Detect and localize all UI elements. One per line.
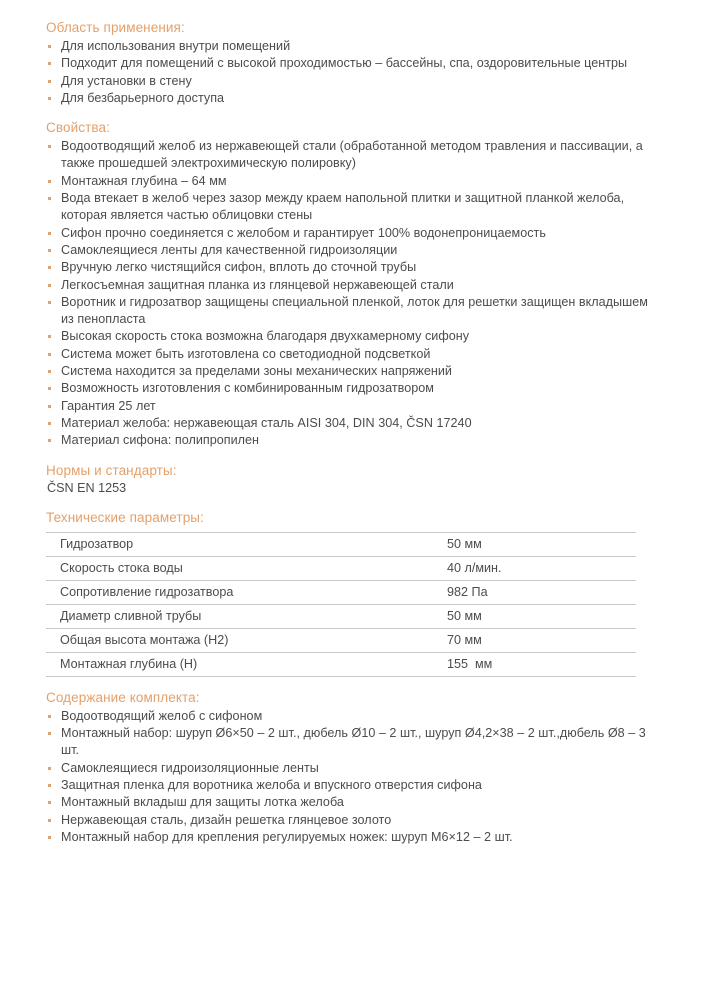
- list-item: Монтажная глубина – 64 мм: [46, 173, 660, 190]
- list-item: Высокая скорость стока возможна благодаря двухкамерному сифону: [46, 328, 660, 345]
- param-value: 982 Па: [445, 580, 636, 604]
- param-name: Общая высота монтажа (H2): [46, 628, 445, 652]
- list-item: Материал сифона: полипропилен: [46, 432, 660, 449]
- standards-value: ČSN EN 1253: [47, 480, 127, 495]
- list-item: Водоотводящий желоб из нержавеющей стали (обработанной методом травления и пассивации, а также прошедшей электрохимическую полировку): [46, 138, 660, 173]
- list-item: Самоклеящиеся гидроизоляционные ленты: [46, 760, 660, 777]
- section-heading-technical-parameters: Технические параметры:: [46, 509, 204, 525]
- list-item: Монтажный набор: шуруп Ø6×50 – 2 шт., дюбель Ø10 – 2 шт., шуруп Ø4,2×38 – 2 шт.,дюбель Ø8 – 3 шт.: [46, 725, 660, 760]
- param-value: 40 л/мин.: [445, 556, 636, 580]
- list-item: Система находится за пределами зоны механических напряжений: [46, 363, 660, 380]
- param-value: 50 мм: [445, 532, 636, 556]
- table-row: [46, 580, 636, 604]
- list-item: Защитная пленка для воротника желоба и впускного отверстия сифона: [46, 777, 660, 794]
- param-name: Скорость стока воды: [46, 556, 445, 580]
- table-row: [46, 604, 636, 628]
- list-item: Материал желоба: нержавеющая сталь AISI 304, DIN 304, ČSN 17240: [46, 415, 660, 432]
- param-name: Монтажная глубина (H): [46, 652, 445, 676]
- list-item: Для установки в стену: [46, 73, 660, 90]
- list-item: Нержавеющая сталь, дизайн решетка глянцевое золото: [46, 812, 660, 829]
- table-row: [46, 652, 636, 676]
- list-item: Монтажный набор для крепления регулируемых ножек: шуруп M6×12 – 2 шт.: [46, 829, 660, 846]
- application-list: [46, 38, 660, 107]
- section-heading-properties: Свойства:: [46, 120, 110, 136]
- param-name: Диаметр сливной трубы: [46, 604, 445, 628]
- list-item: Вручную легко чистящийся сифон, вплоть до сточной трубы: [46, 259, 660, 276]
- param-value: 70 мм: [445, 628, 636, 652]
- list-item: Сифон прочно соединяется с желобом и гарантирует 100% водонепроницаемость: [46, 225, 660, 242]
- list-item: Система может быть изготовлена со светодиодной подсветкой: [46, 346, 660, 363]
- list-item: Водоотводящий желоб с сифоном: [46, 708, 660, 725]
- section-heading-standards: Нормы и стандарты:: [46, 462, 177, 478]
- list-item: Воротник и гидрозатвор защищены специальной пленкой, лоток для решетки защищен вкладышем из пенопласта: [46, 294, 660, 329]
- param-value: 50 мм: [445, 604, 636, 628]
- list-item: Подходит для помещений с высокой проходимостью – бассейны, спа, оздоровительные центры: [46, 55, 660, 72]
- table-row: [46, 628, 636, 652]
- list-item: Гарантия 25 лет: [46, 398, 660, 415]
- section-heading-application: Область применения:: [46, 20, 185, 35]
- list-item: Возможность изготовления с комбинированным гидрозатвором: [46, 380, 660, 397]
- technical-parameters-table: [46, 532, 636, 677]
- list-item: Вода втекает в желоб через зазор между краем напольной плитки и защитной планкой желоба, которая является частью облицовки стены: [46, 190, 660, 225]
- list-item: Легкосъемная защитная планка из глянцевой нержавеющей стали: [46, 277, 660, 294]
- list-item: Для использования внутри помещений: [46, 38, 660, 55]
- list-item: Самоклеящиеся ленты для качественной гидроизоляции: [46, 242, 660, 259]
- list-item: Для безбарьерного доступа: [46, 90, 660, 107]
- param-name: Гидрозатвор: [46, 532, 445, 556]
- section-heading-kit-contents: Содержание комплекта:: [46, 689, 200, 705]
- param-value: 155 мм: [445, 652, 636, 676]
- table-row: [46, 532, 636, 556]
- param-name: Сопротивление гидрозатвора: [46, 580, 445, 604]
- kit-contents-list: [46, 708, 660, 846]
- properties-list: [46, 138, 660, 449]
- list-item: Монтажный вкладыш для защиты лотка желоба: [46, 794, 660, 811]
- table-row: [46, 556, 636, 580]
